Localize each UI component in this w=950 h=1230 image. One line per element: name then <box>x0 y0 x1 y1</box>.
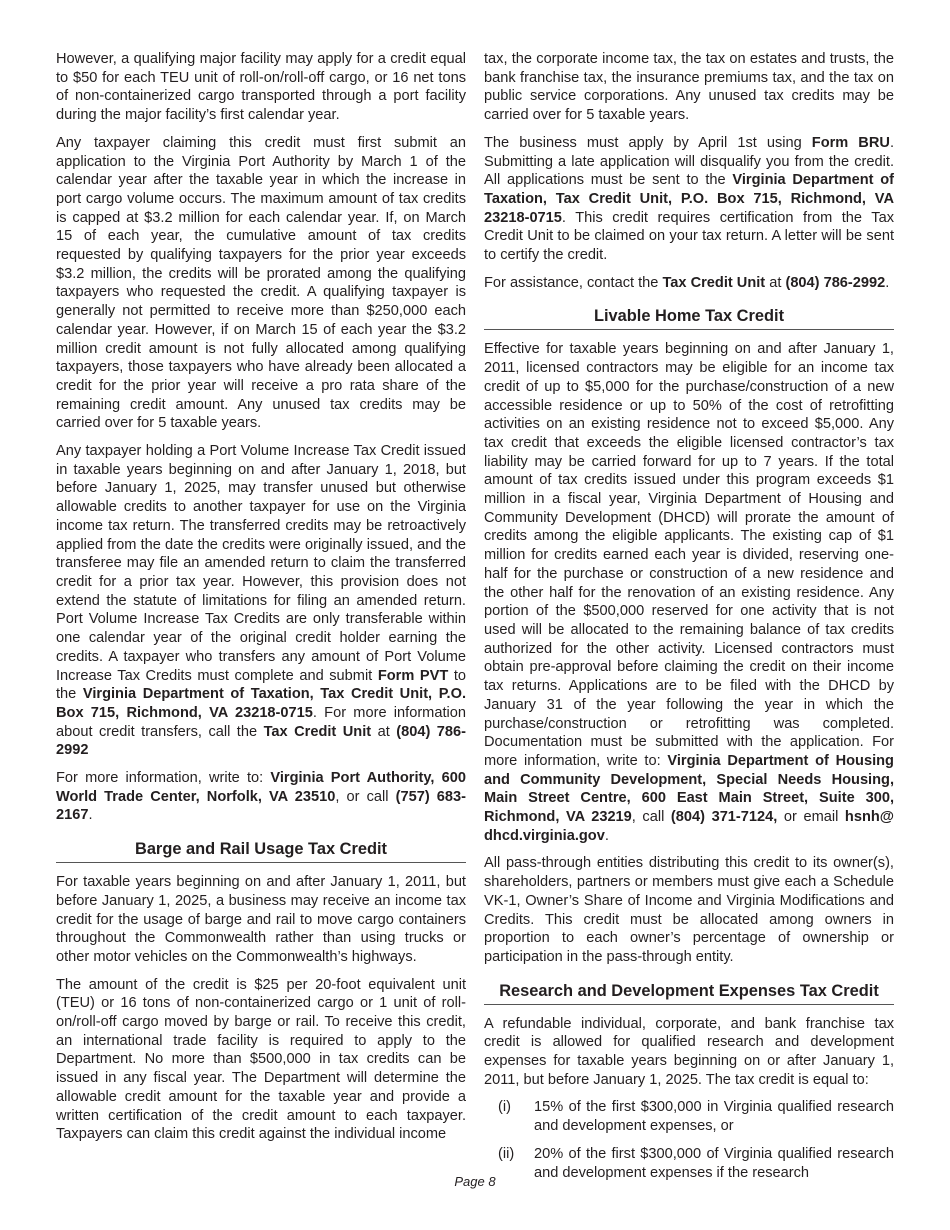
phone-number: (804) 786-2992 <box>785 274 886 291</box>
paragraph: For assistance, contact the Tax Credit Unit at (804) 786-2992. <box>484 274 890 291</box>
section-heading: Livable Home Tax Credit <box>484 306 894 330</box>
paragraph: For more information, write to: Virginia Port Authority, 600 World Trade Center, Norfolk, VA 23510, or call (757) 683-2167. <box>56 770 467 824</box>
form-name: Form PVT <box>377 667 449 684</box>
phone-number: (804) 786-2992 <box>56 723 466 759</box>
section-heading: Barge and Rail Usage Tax Credit <box>56 839 466 863</box>
paragraph: For taxable years beginning on and after January 1, 2011, but before January 1, 2025, a business may receive an income tax credit for the usage of barge and rail to move cargo containers throughout the Commonwealth rather than using trucks or other motor vehicles on the Commonwealth’s highways. <box>56 874 466 965</box>
address: Virginia Department of Taxation, Tax Credit Unit, P.O. Box 715, Richmond, VA 23218-0715 <box>56 686 467 721</box>
address: Virginia Department of Housing and Community Development, Special Needs Housing, Main Street Centre, 600 East Main Street, Suite 300, Richmond, VA 23219 <box>484 752 894 826</box>
unit-name: Tax Credit Unit <box>263 723 372 740</box>
address: Virginia Department of Taxation, Tax Credit Unit, P.O. Box 715, Richmond, VA 23218-0715 <box>484 172 894 226</box>
list-item-text: 15% of the first $300,000 in Virginia qualified research and development expenses, or <box>534 1099 894 1135</box>
unit-name: Tax Credit Unit <box>662 274 766 291</box>
paragraph: Effective for taxable years beginning on and after January 1, 2011, licensed contractors may be eligible for an income tax credit of up to $5,000 for the purchase/construction of a new accessible residence or up to 50% of the cost of retrofitting activities on an existing residence not to exceed $5,000. Any tax credit that exceeds the eligible licensed contractor’s tax liability may be carried forward for up to 7 years. If the total amount of tax credits issued under this program exceeds $1 million in a fiscal year, Virginia Department of Housing and Community Development (DHCD) will prorate the amount of credits among the eligible applicants. The existing cap of $1 million for credits earned each year is divided, reserving one-half for the purchase or construction of a new residence and the other half for the renovation of an existing residence. Any portion of the $500,000 reserved for one activity that is not used will be allocated to the remaining balance of tax credits authorized for the other activity. Licensed contractors must obtain pre-approval before claiming the credit on their income tax returns. Applications are to be filed with the DHCD by January 31 of the year following the year in which the purchase/construction or retrofitting was completed. Documentation must be submitted with the application. For more information, write to: Virginia Department of Housing and Community Development, Special Needs Housing, Main Street Centre, 600 East Main Street, Suite 300, Richmond, VA 23219, call (804) 371-7124, or email hsnh@ dhcd.virginia.gov. <box>484 341 895 844</box>
list-marker: (i) <box>498 1099 511 1116</box>
address: Virginia Port Authority, 600 World Trade Center, Norfolk, VA 23510 <box>56 770 466 805</box>
section-heading: Research and Development Expenses Tax Credit <box>484 981 894 1005</box>
form-name: Form BRU <box>811 134 890 151</box>
phone-number: (804) 371-7124, <box>670 809 778 826</box>
paragraph: The amount of the credit is $25 per 20-foot equivalent unit (TEU) or 16 tons of non-containerized cargo or 1 unit of roll-on/roll-off cargo moved by barge or rail. To receive this credit, an international trade facility is required to apply to the Department. No more than $500,000 in tax credits can be issued in any fiscal year. The Department will determine the allowable credit amount for the taxable year and provide a written certification of the credit amount to each taxpayer. Taxpayers can claim this credit against the individual income <box>56 976 466 1143</box>
paragraph: All pass-through entities distributing this credit to its owner(s), shareholders, partners or members must give each a Schedule VK-1, Owner’s Share of Income and Virginia Modifications and Credits. This credit must be allocated among owners in proportion to each owner’s percentage of ownership or participation in the pass-through entity. <box>484 855 894 965</box>
list-marker: (ii) <box>498 1145 515 1162</box>
right-column <box>484 50 894 1191</box>
paragraph: Any taxpayer claiming this credit must first submit an application to the Virginia Port Authority by March 1 of the calendar year after the taxable year in which the increase in port cargo volume occurs. The maximum amount of tax credits is capped at $3.2 million for each calendar year. If, on March 15 of each year, the cumulative amount of tax credits requested by qualifying taxpayers for the prior year exceeds $3.2 million, the credits will be prorated among the qualifying taxpayers who requested the credit. A qualifying taxpayer is generally not permitted to receive more than $250,000 each calendar year. However, if on March 15 of each year the $3.2 million credit amount is not fully allocated among qualifying taxpayers, those taxpayers who have already been allocated a credit for the prior year will receive a pro rata share of the remaining credit amount. Any unused tax credits may be carried over for 5 taxable years. <box>56 134 466 432</box>
paragraph: Any taxpayer holding a Port Volume Increase Tax Credit issued in taxable years beginning on and after January 1, 2018, but before January 1, 2025, may transfer unused but otherwise allowable credits to another taxpayer for use on the Virginia income tax return. The transferred credits may be retroactively applied from the date the credits were originally issued, and the transferee may file an amended return to claim the transferred credit for a prior tax year. However, this provision does not extend the statute of limitations for filing an amended return. Port Volume Increase Tax Credits are only transferable within one calendar year of the original credit holder earning the credits. A taxpayer who transfers any amount of Port Volume Increase Tax Credits must complete and submit Form PVT to the Virginia Department of Taxation, Tax Credit Unit, P.O. Box 715, Richmond, VA 23218-0715. For more information about credit transfers, call the Tax Credit Unit at (804) 786-2992 <box>56 443 467 759</box>
paragraph: However, a qualifying major facility may apply for a credit equal to $50 for each TEU unit of roll-on/roll-off cargo, or 16 net tons of non-containerized cargo transported through a port facility during the major facility’s first calendar year. <box>56 51 466 124</box>
email-address: hsnh@ dhcd.virginia.gov <box>484 809 895 844</box>
phone-number: (757) 683-2167 <box>56 788 467 824</box>
paragraph: tax, the corporate income tax, the tax on estates and trusts, the bank franchise tax, the insurance premiums tax, and the tax on public service corporations. Any unused tax credits may be carried over for 5 taxable years. <box>484 51 894 124</box>
list-item-text: 20% of the first $300,000 of Virginia qualified research and development expenses if the research <box>534 1145 894 1181</box>
list-item <box>484 1098 894 1135</box>
page-number: Page 8 <box>454 1174 496 1189</box>
paragraph: The business must apply by April 1st using Form BRU. Submitting a late application will disqualify you from the credit. All applications must be sent to the Virginia Department of Taxation, Tax Credit Unit, P.O. Box 715, Richmond, VA 23218-0715. This credit requires certification from the Tax Credit Unit to be claimed on your tax return. A letter will be sent to certify the credit. <box>484 134 894 264</box>
left-column <box>56 50 466 1153</box>
paragraph: A refundable individual, corporate, and bank franchise tax credit is allowed for qualified research and development expenses for taxable years beginning on or after January 1, 2011, but before January 1, 2025. The tax credit is equal to: <box>484 1015 894 1088</box>
